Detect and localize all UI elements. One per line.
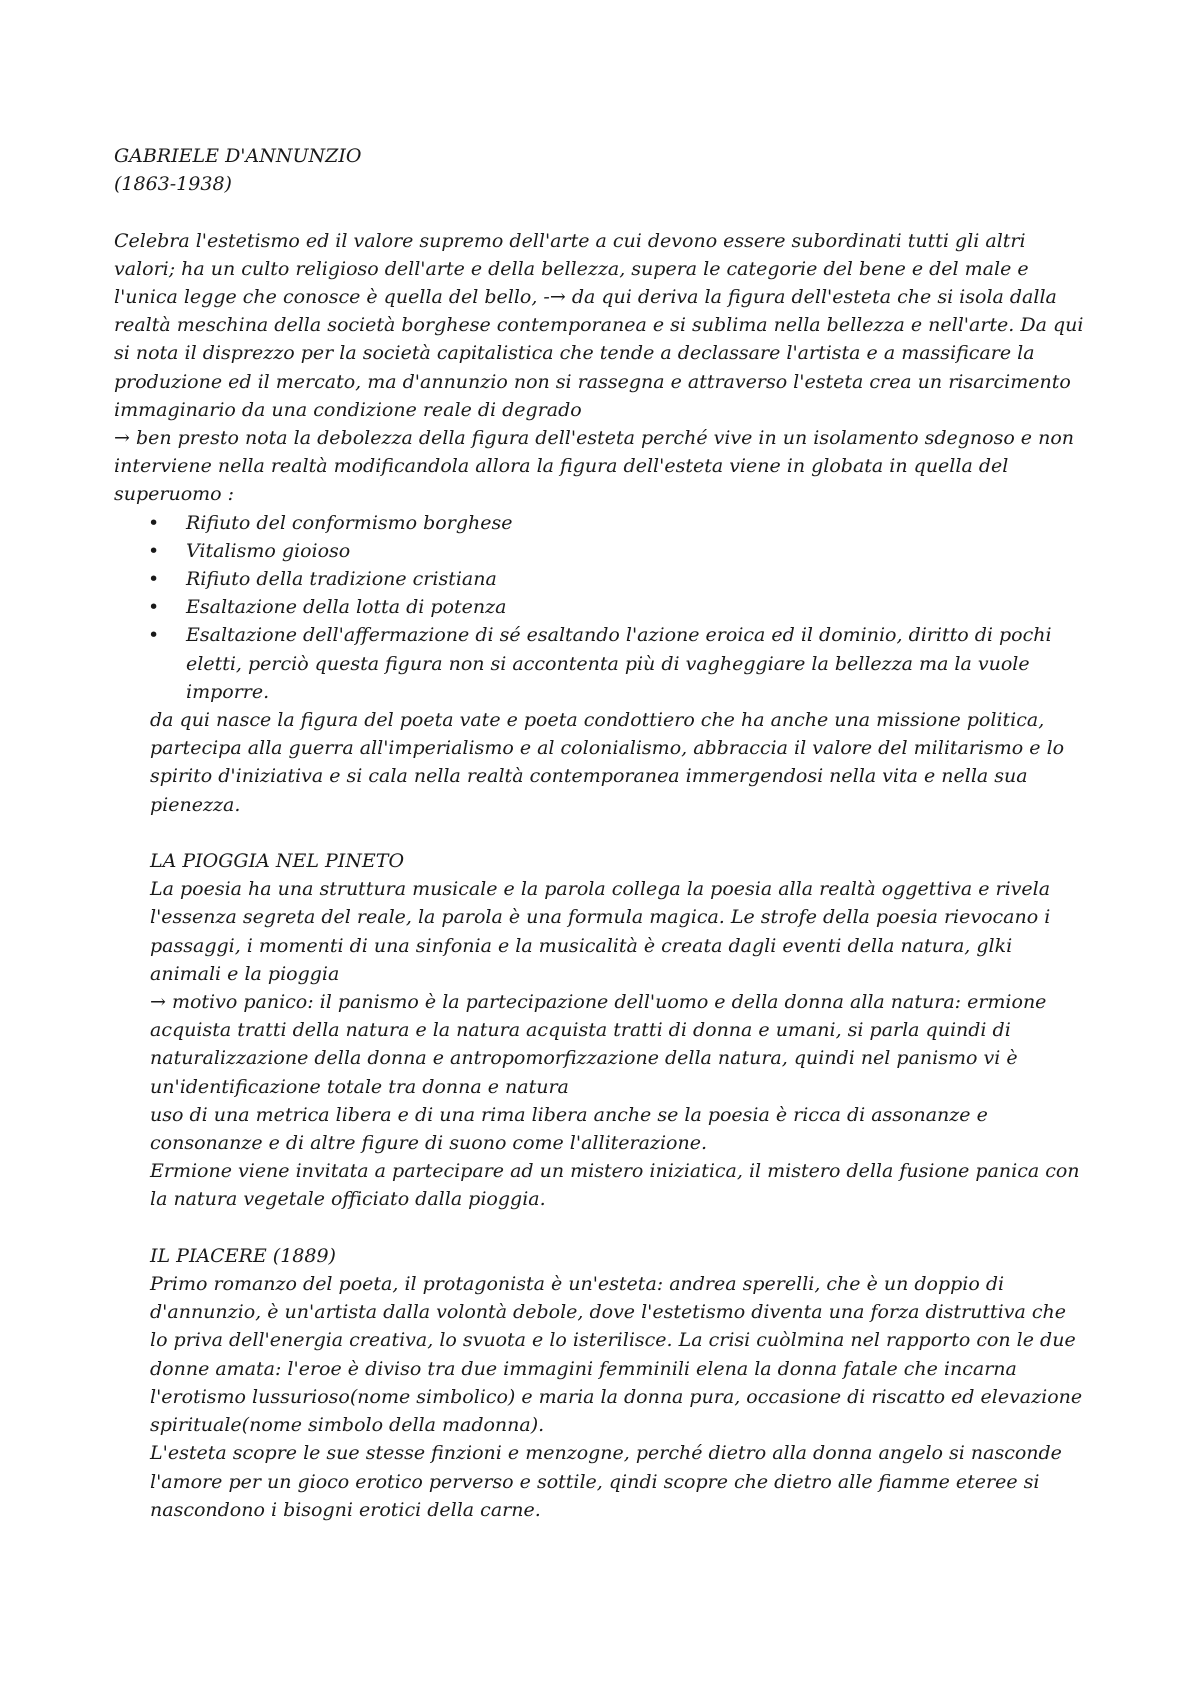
superuomo-paragraph — [114, 424, 1084, 509]
bullet-icon: • — [148, 568, 160, 591]
section-heading-piacere: IL PIACERE (1889) — [150, 1244, 336, 1267]
section-heading-pioggia: LA PIOGGIA NEL PINETO — [150, 850, 405, 873]
vate-paragraph: da qui nasce la figura del poeta vate e poeta condottiero che ha anche una missione politica, partecipa alla guerra all'imperialismo e al colonialismo, abbraccia il valore del militarismo e lo spirito d'iniziativa e si cala nella realtà contemporanea immergendosi nella vita e nella sua pienezza. — [150, 709, 1065, 816]
superuomo-traits-list — [114, 509, 1084, 706]
piacere-paragraph-2: L'esteta scopre le sue stesse finzioni e menzogne, perché dietro alla donna angelo si nasconde l'amore per un gioco erotico perverso e sottile, qindi scopre che dietro alle fiamme eteree si nascondono i bisogni erotici della carne. — [150, 1442, 1062, 1521]
pioggia-paragraph-3: uso di una metrica libera e di una rima libera anche se la poesia è ricca di assonanze e consonanze e di altre figure di suono come l'alliterazione. — [150, 1103, 988, 1155]
spacer — [114, 198, 1084, 226]
piacere-paragraph-1: Primo romanzo del poeta, il protagonista è un'esteta: andrea sperelli, che è un doppio di d'annunzio, è un'artista dalla volontà debole, dove l'estetismo diventa una forza distruttiva che lo priva dell'energia creativa, lo svuota e lo isterilisce. La crisi cuòlmina nel rapporto con le due donne amata: l'eroe è diviso tra due immagini femminili elena la donna fatale che incarna l'erotismo lussurioso(nome simbolico) e maria la donna pura, occasione di riscatto ed elevazione spirituale(nome simbolo della madonna). — [150, 1273, 1083, 1437]
intro-text-1: Celebra l'estetismo ed il valore supremo dell'arte a cui devono essere subordinati tutti gli altri valori; ha un culto religioso dell'arte e della bellezza, supera le categorie del bene e del male e l'unica legge che conosce è quella del bello, - — [114, 229, 1029, 308]
list-item — [148, 509, 1084, 537]
list-item-text: Rifiuto del conformismo borghese — [186, 511, 513, 534]
author-dates: (1863-1938) — [114, 173, 232, 196]
arrow-icon: → — [150, 991, 166, 1014]
intro-text-2: da qui deriva la figura dell'esteta che si isola dalla realtà meschina della società borghese contemporanea e si sublima nella bellezza e nell'arte. Da qui si nota il disprezzo per la società capitalistica che tende a declassare l'artista e a massificare la produzione ed il mercato, ma d'annunzio non si rassegna e attraverso l'esteta crea un risarcimento immaginario da una condizione reale di degrado — [114, 286, 1084, 421]
arrow-icon: → — [114, 427, 130, 450]
list-item — [148, 593, 1084, 621]
document-title: GABRIELE D'ANNUNZIO — [114, 145, 362, 167]
superuomo-text: ben presto nota la debolezza della figura dell'esteta perché vive in un isolamento sdegnoso e non interviene nella realtà modificandola allora la figura dell'esteta viene in globata in quella del superuomo : — [114, 427, 1074, 506]
bullet-icon: • — [148, 539, 160, 562]
list-item — [148, 621, 1084, 706]
spacer — [114, 819, 1084, 847]
spacer — [114, 1214, 1084, 1242]
list-item-text: Rifiuto della tradizione cristiana — [186, 568, 497, 591]
pioggia-paragraph-4: Ermione viene invitata a partecipare ad un mistero iniziatica, il mistero della fusione panica con la natura vegetale officiato dalla pioggia. — [150, 1160, 1080, 1211]
bullet-icon: • — [148, 596, 160, 619]
arrow-icon: → — [549, 286, 566, 308]
list-item — [148, 565, 1084, 593]
list-item — [148, 537, 1084, 565]
pioggia-text-2: motivo panico: il panismo è la partecipazione dell'uomo e della donna alla natura: ermione acquista tratti della natura e la natura acquista tratti di donna e umani, si parla quindi di naturalizzazione della donna e antropomorfizzazione della natura, quindi nel panismo vi è un'identificazione totale tra donna e natura — [150, 991, 1047, 1098]
list-item-text: Esaltazione dell'affermazione di sé esaltando l'azione eroica ed il dominio, diritto di pochi eletti, perciò questa figura non si accontenta più di vagheggiare la bellezza ma la vuole imporre. — [186, 624, 1052, 703]
pioggia-paragraph-1: La poesia ha una struttura musicale e la parola collega la poesia alla realtà oggettiva e rivela l'essenza segreta del reale, la parola è una formula magica. Le strofe della poesia rievocano i passaggi, i momenti di una sinfonia e la musicalità è creata dagli eventi della natura, glki animali e la pioggia — [150, 878, 1051, 985]
list-item-text: Vitalismo gioioso — [186, 539, 351, 562]
bullet-icon: • — [148, 511, 160, 534]
intro-paragraph — [114, 227, 1084, 424]
document-body — [114, 142, 1084, 1524]
list-item-text: Esaltazione della lotta di potenza — [186, 596, 507, 619]
bullet-icon: • — [148, 624, 160, 647]
pioggia-paragraph-2 — [114, 988, 1084, 1101]
